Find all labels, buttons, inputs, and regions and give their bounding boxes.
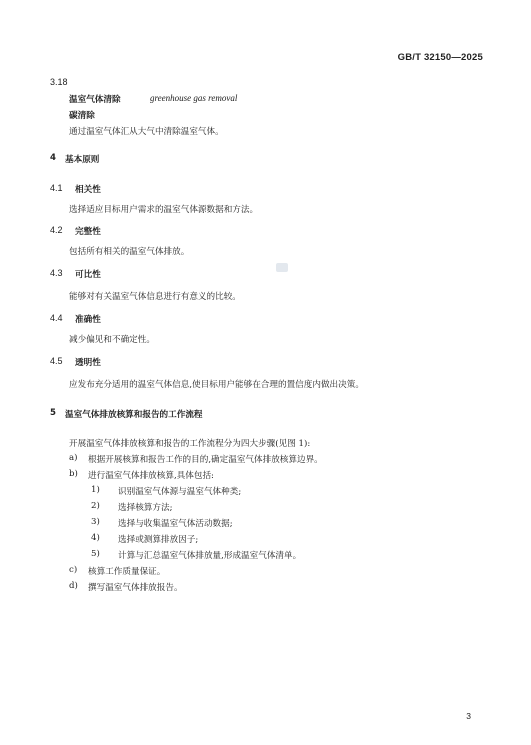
clause-4-3-number: 4.3 bbox=[50, 268, 63, 278]
sublist-item-2-label: 2) bbox=[91, 501, 100, 511]
term-synonym: 碳清除 bbox=[69, 111, 95, 121]
section-4-title: 基本原则 bbox=[65, 155, 100, 165]
list-item-b-label: b) bbox=[69, 469, 78, 479]
clause-4-2-number: 4.2 bbox=[50, 225, 63, 235]
list-item-b-text: 进行温室气体排放核算,具体包括: bbox=[88, 471, 214, 481]
sublist-item-1-label: 1) bbox=[91, 485, 100, 495]
term-english: greenhouse gas removal bbox=[150, 93, 238, 103]
clause-4-1-title: 相关性 bbox=[75, 185, 101, 195]
clause-4-5-number: 4.5 bbox=[50, 356, 63, 366]
clause-4-1-number: 4.1 bbox=[50, 183, 63, 193]
clause-4-5-title: 透明性 bbox=[75, 358, 101, 368]
clause-4-4-title: 准确性 bbox=[75, 315, 101, 325]
list-item-d-text: 撰写温室气体排放报告。 bbox=[88, 583, 183, 593]
clause-4-1-text: 选择适应目标用户需求的温室气体源数据和方法。 bbox=[69, 205, 259, 215]
section-5-title: 温室气体排放核算和报告的工作流程 bbox=[65, 410, 203, 420]
list-item-d-label: d) bbox=[69, 581, 78, 591]
section-5-intro: 开展温室气体排放核算和报告的工作流程分为四大步骤(见图 1): bbox=[69, 439, 311, 449]
document-code-header: GB/T 32150—2025 bbox=[397, 52, 483, 63]
clause-4-4-text: 减少偏见和不确定性。 bbox=[69, 335, 155, 345]
term-definition: 通过温室气体汇从大气中清除温室气体。 bbox=[69, 127, 224, 137]
sublist-item-4-label: 4) bbox=[91, 533, 100, 543]
clause-4-4-number: 4.4 bbox=[50, 313, 63, 323]
clause-4-3-text: 能够对有关温室气体信息进行有意义的比较。 bbox=[69, 292, 241, 302]
clause-4-2-title: 完整性 bbox=[75, 227, 101, 237]
page-number: 3 bbox=[466, 711, 471, 721]
list-item-c-label: c) bbox=[69, 565, 78, 575]
clause-4-3-title: 可比性 bbox=[75, 270, 101, 280]
section-5-number: 5 bbox=[50, 408, 56, 418]
list-item-a-label: a) bbox=[69, 453, 78, 463]
term-chinese: 温室气体清除 bbox=[69, 95, 121, 105]
sublist-item-3-text: 选择与收集温室气体活动数据; bbox=[118, 519, 233, 529]
sublist-item-3-label: 3) bbox=[91, 517, 100, 527]
section-4-number: 4 bbox=[50, 153, 56, 163]
sublist-item-5-label: 5) bbox=[91, 549, 100, 559]
clause-number-3-18: 3.18 bbox=[50, 77, 68, 87]
clause-4-2-text: 包括所有相关的温室气体排放。 bbox=[69, 247, 190, 257]
sublist-item-5-text: 计算与汇总温室气体排放量,形成温室气体清单。 bbox=[118, 551, 302, 561]
watermark-mark bbox=[276, 263, 288, 272]
sublist-item-2-text: 选择核算方法; bbox=[118, 503, 173, 513]
list-item-a-text: 根据开展核算和报告工作的目的,确定温室气体排放核算边界。 bbox=[88, 455, 323, 465]
sublist-item-4-text: 选择或测算排放因子; bbox=[118, 535, 199, 545]
list-item-c-text: 核算工作质量保证。 bbox=[88, 567, 166, 577]
sublist-item-1-text: 识别温室气体源与温室气体种类; bbox=[118, 487, 242, 497]
clause-4-5-text: 应发布充分适用的温室气体信息,使目标用户能够在合理的置信度内做出决策。 bbox=[69, 380, 364, 390]
